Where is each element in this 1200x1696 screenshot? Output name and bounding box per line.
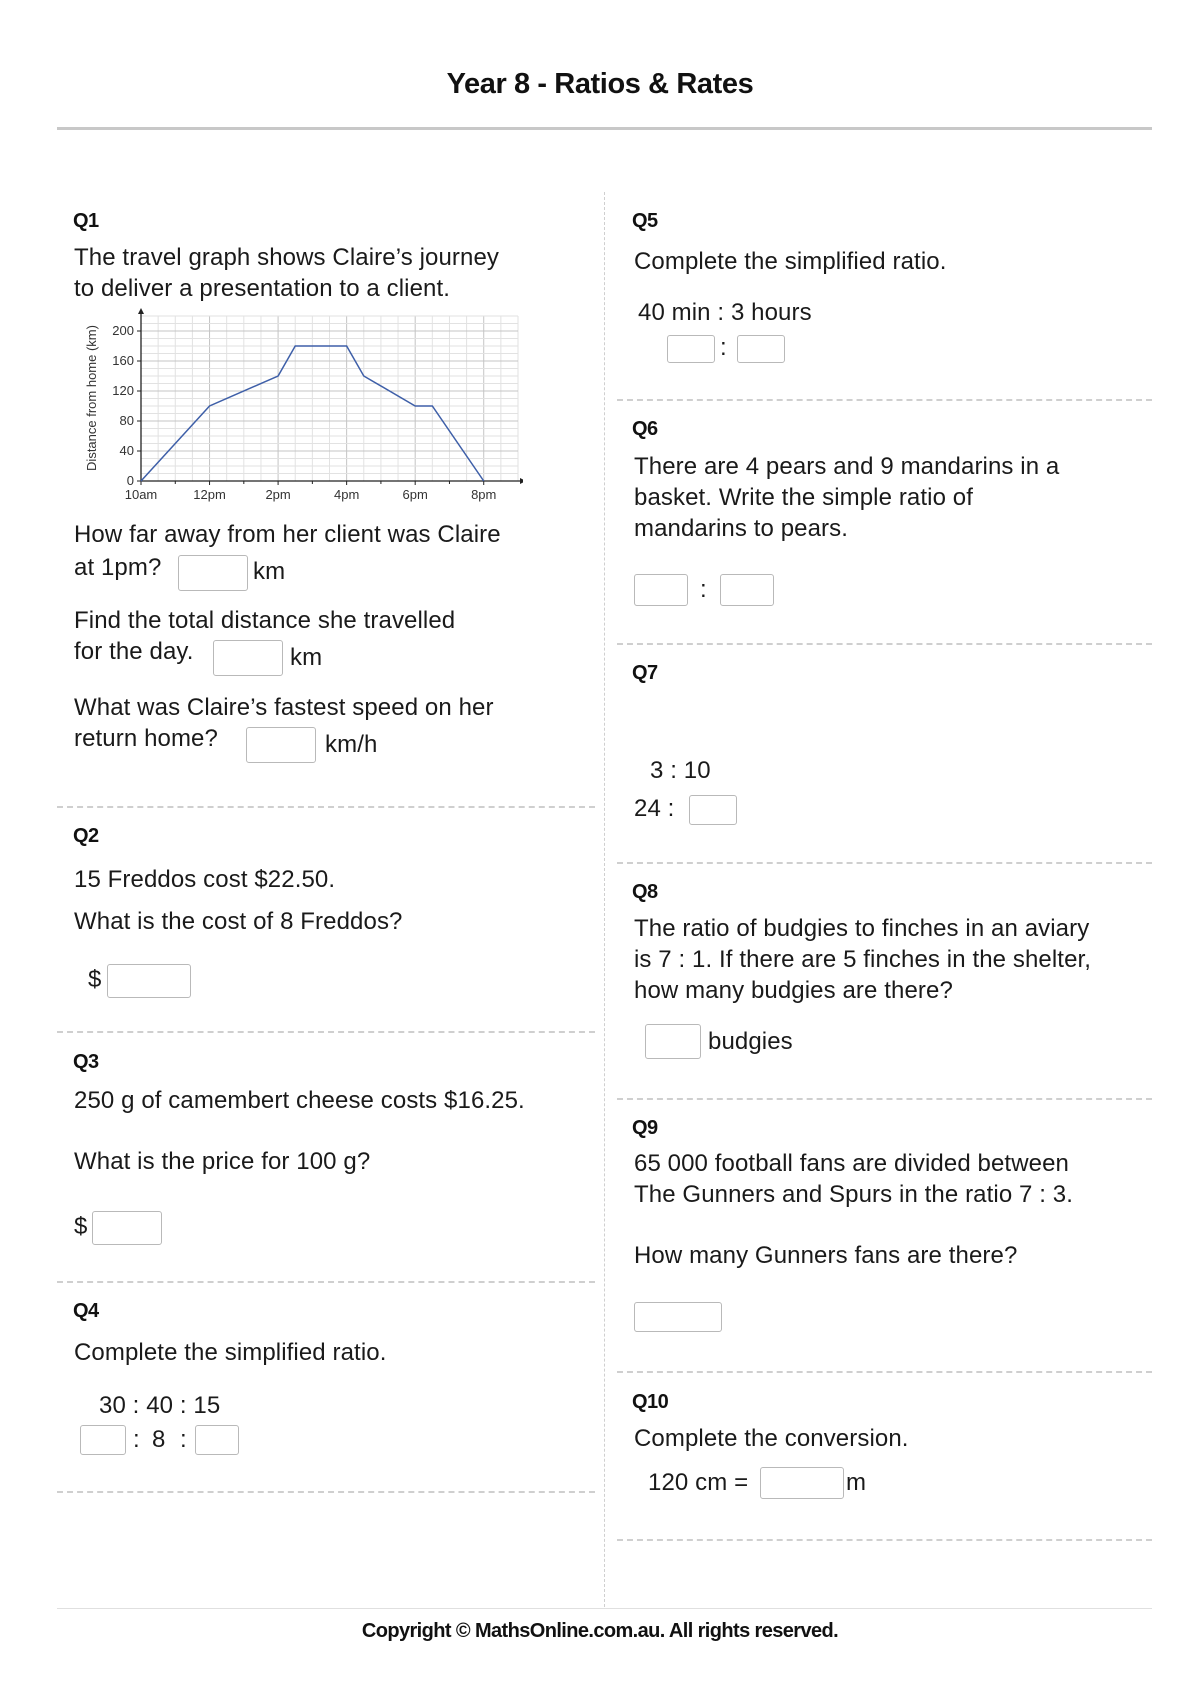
q1-part-b-line1: Find the total distance she travelled <box>74 607 456 634</box>
q1-part-a-line1: How far away from her client was Claire <box>74 521 501 548</box>
q10-unit: m <box>846 1469 867 1496</box>
x-axis-arrow <box>520 478 523 484</box>
q9-answer-input[interactable] <box>634 1302 722 1332</box>
q4-line1: Complete the simplified ratio. <box>74 1339 387 1366</box>
graph-x-ticks <box>125 481 497 502</box>
q1-label: Q1 <box>73 210 99 232</box>
q4-answer-last-input[interactable] <box>195 1425 239 1455</box>
x-tick-label: 2pm <box>265 487 291 502</box>
page-title: Year 8 - Ratios & Rates <box>446 68 754 100</box>
q1-part-b-unit: km <box>290 644 323 671</box>
q7-answer-input[interactable] <box>689 795 737 825</box>
y-tick-label: 80 <box>119 413 134 428</box>
q3-currency: $ <box>74 1213 88 1240</box>
x-tick-label: 8pm <box>471 487 497 502</box>
q4-label: Q4 <box>73 1300 99 1322</box>
q1-answer-b-input[interactable] <box>213 640 283 676</box>
q8-answer-input[interactable] <box>645 1024 701 1059</box>
y-tick-label: 120 <box>112 383 134 398</box>
q10-prefix: 120 cm = <box>648 1469 749 1496</box>
q5-answer-sep: : <box>720 334 727 361</box>
q8-unit: budgies <box>708 1028 793 1055</box>
q7-ratio: 3 : 10 <box>650 757 711 784</box>
title-divider <box>57 127 1152 130</box>
q2-currency: $ <box>88 966 102 993</box>
q1-part-c-line1: What was Claire’s fastest speed on her <box>74 694 494 721</box>
q8-label: Q8 <box>632 881 658 903</box>
question-separator <box>617 1371 1152 1373</box>
y-tick-label: 160 <box>112 353 134 368</box>
q8-line2: is 7 : 1. If there are 5 finches in the shelter, <box>634 946 1092 973</box>
q1-part-b-line2: for the day. <box>74 638 194 665</box>
graph-grid <box>141 316 518 481</box>
q4-answer-mid: 8 <box>152 1426 166 1453</box>
question-separator <box>617 1098 1152 1100</box>
q3-line2: What is the price for 100 g? <box>74 1148 371 1175</box>
column-divider <box>604 192 605 1607</box>
q8-line3: how many budgies are there? <box>634 977 953 1004</box>
x-tick-label: 6pm <box>402 487 428 502</box>
graph-y-axis-label: Distance from home (km) <box>84 325 99 471</box>
q2-label: Q2 <box>73 825 99 847</box>
q9-line2: The Gunners and Spurs in the ratio 7 : 3. <box>634 1181 1074 1208</box>
q1-part-a-unit: km <box>253 558 286 585</box>
q7-label: Q7 <box>632 662 658 684</box>
q4-answer-first-input[interactable] <box>80 1425 126 1455</box>
graph-y-ticks <box>112 323 141 488</box>
question-separator <box>57 1031 595 1033</box>
q8-line1: The ratio of budgies to finches in an aviary <box>634 915 1090 942</box>
q10-line1: Complete the conversion. <box>634 1425 909 1452</box>
graph-axes <box>138 308 523 484</box>
q1-intro-line1: The travel graph shows Claire’s journey <box>74 244 499 271</box>
q7-answer-prefix: 24 : <box>634 795 675 822</box>
q10-answer-input[interactable] <box>760 1467 844 1499</box>
question-separator <box>617 643 1152 645</box>
q3-label: Q3 <box>73 1051 99 1073</box>
q1-answer-c-input[interactable] <box>246 727 316 763</box>
q9-line3: How many Gunners fans are there? <box>634 1242 1018 1269</box>
q6-answer-sep: : <box>700 576 707 603</box>
q6-line2: basket. Write the simple ratio of <box>634 484 973 511</box>
question-separator <box>617 1539 1152 1541</box>
q2-line1: 15 Freddos cost $22.50. <box>74 866 336 893</box>
footer-divider <box>57 1608 1152 1609</box>
question-separator <box>57 806 595 808</box>
q6-line3: mandarins to pears. <box>634 515 849 542</box>
q4-ratio: 30 : 40 : 15 <box>99 1392 221 1419</box>
q5-ratio: 40 min : 3 hours <box>638 299 812 326</box>
travel-graph <box>78 308 523 513</box>
q10-label: Q10 <box>632 1391 669 1413</box>
q6-answer-first-input[interactable] <box>634 574 688 606</box>
q1-intro-line2: to deliver a presentation to a client. <box>74 275 451 302</box>
q6-line1: There are 4 pears and 9 mandarins in a <box>634 453 1060 480</box>
q1-part-c-line2: return home? <box>74 725 218 752</box>
question-separator <box>617 862 1152 864</box>
x-tick-label: 10am <box>124 487 158 502</box>
q1-answer-a-input[interactable] <box>178 555 248 591</box>
q5-answer-first-input[interactable] <box>667 335 715 363</box>
y-tick-label: 0 <box>126 473 134 488</box>
y-tick-label: 200 <box>112 323 134 338</box>
q3-line1: 250 g of camembert cheese costs $16.25. <box>74 1087 525 1114</box>
q4-answer-sep2: : <box>180 1426 187 1453</box>
q4-answer-sep1: : <box>133 1426 140 1453</box>
question-separator <box>57 1281 595 1283</box>
question-separator <box>617 399 1152 401</box>
q1-part-c-unit: km/h <box>325 731 378 758</box>
q3-answer-input[interactable] <box>92 1211 162 1245</box>
q2-answer-input[interactable] <box>107 964 191 998</box>
q5-label: Q5 <box>632 210 658 232</box>
q6-answer-second-input[interactable] <box>720 574 774 606</box>
q1-part-a-line2: at 1pm? <box>74 554 162 581</box>
q9-label: Q9 <box>632 1117 658 1139</box>
question-separator <box>57 1491 595 1493</box>
x-tick-label: 4pm <box>333 487 360 502</box>
y-tick-label: 40 <box>119 443 134 458</box>
copyright-footer: Copyright © MathsOnline.com.au. All rights reserved. <box>361 1620 839 1642</box>
x-tick-label: 12pm <box>193 487 226 502</box>
q9-line1: 65 000 football fans are divided between <box>634 1150 1069 1177</box>
q6-label: Q6 <box>632 418 658 440</box>
q5-line1: Complete the simplified ratio. <box>634 248 947 275</box>
q2-line2: What is the cost of 8 Freddos? <box>74 908 403 935</box>
q5-answer-second-input[interactable] <box>737 335 785 363</box>
y-axis-arrow <box>138 308 144 314</box>
